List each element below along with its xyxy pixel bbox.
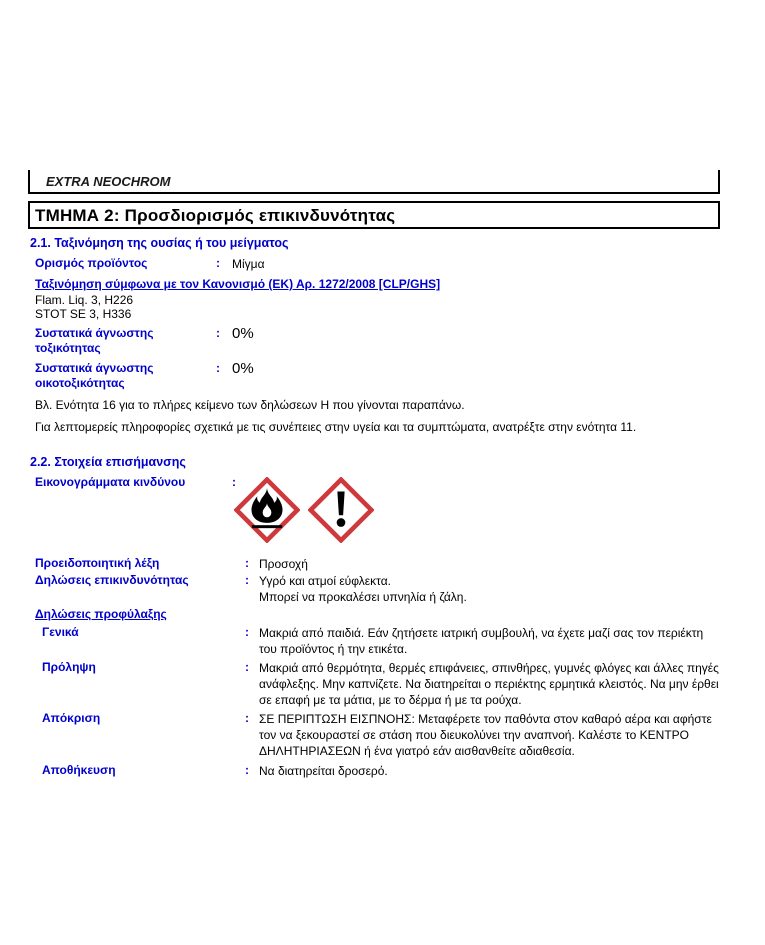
heading-2-2: 2.2. Στοιχεία επισήμανσης: [30, 455, 186, 469]
colon: :: [245, 763, 249, 777]
precaution-storage-value: Να διατηρείται δροσερό.: [259, 764, 388, 778]
colon: :: [216, 361, 220, 375]
product-definition-label: Ορισμός προϊόντος: [35, 256, 148, 270]
header-box: [28, 170, 720, 194]
exclamation-icon: [308, 477, 374, 543]
section-title: ΤΜΗΜΑ 2: Προσδιορισμός επικινδυνότητας: [35, 206, 396, 225]
unknown-toxicity-label: Συστατικά άγνωστης τοξικότητας: [35, 326, 154, 355]
precaution-general-value: Μακριά από παιδιά. Εάν ζητήσετε ιατρική συμβουλή, να έχετε μαζί σας τον περιέκτη του προϊόντος ή την ετικέτα.: [259, 626, 704, 656]
heading-2-1: 2.1. Ταξινόμηση της ουσίας ή του μείγματος: [30, 236, 289, 250]
unknown-toxicity-value: 0%: [232, 325, 254, 342]
precaution-general-label: Γενικά: [42, 625, 79, 639]
colon: :: [216, 326, 220, 340]
product-name: EXTRA NEOCHROM: [46, 174, 171, 189]
colon: :: [232, 475, 236, 489]
clp-classification-heading: Ταξινόμηση σύμφωνα με τον Κανονισμό (ΕΚ) Αρ. 1272/2008 [CLP/GHS]: [35, 277, 441, 291]
colon: :: [245, 556, 249, 570]
hazard-statements-label: Δηλώσεις επικινδυνότητας: [35, 573, 189, 587]
hazard-pictograms-label: Εικονογράμματα κινδύνου: [35, 475, 186, 489]
signal-word-label: Προειδοποιητική λέξη: [35, 556, 160, 570]
precaution-storage-label: Αποθήκευση: [42, 763, 116, 777]
classification-line: Flam. Liq. 3, H226: [35, 293, 134, 307]
unknown-ecotoxicity-value: 0%: [232, 360, 254, 377]
precaution-prevention-label: Πρόληψη: [42, 660, 96, 674]
colon: :: [245, 711, 249, 725]
precaution-response-label: Απόκριση: [42, 711, 101, 725]
precaution-heading: Δηλώσεις προφύλαξης: [35, 607, 167, 621]
unknown-ecotoxicity-label: Συστατικά άγνωστης οικοτοξικότητας: [35, 361, 154, 390]
hazard-statement-line: Υγρό και ατμοί εύφλεκτα.: [259, 574, 391, 588]
precaution-prevention-value: Μακριά από θερμότητα, θερμές επιφάνειες, σπινθήρες, γυμνές φλόγες και άλλες πηγές ανάφλεξης. Μην καπνίζετε. Να διατηρείται ο περιέκτης ερμητικά κλειστός. Να μην έρθει σε επαφή με τα μάτια, με το δέρμα ή με τα ρούχα.: [259, 661, 719, 707]
hazard-statement-line: Μπορεί να προκαλέσει υπνηλία ή ζάλη.: [259, 590, 467, 604]
colon: :: [216, 256, 220, 270]
note-section11: Για λεπτομερείς πληροφορίες σχετικά με τις συνέπειες στην υγεία και τα συμπτώματα, ανατρέξτε στην ενότητα 11.: [35, 420, 637, 434]
colon: :: [245, 660, 249, 674]
hazard-pictograms: [234, 477, 374, 543]
colon: :: [245, 625, 249, 639]
classification-line: STOT SE 3, H336: [35, 307, 132, 321]
signal-word-value: Προσοχή: [259, 557, 308, 571]
flame-icon: [234, 477, 300, 543]
note-section16: Βλ. Ενότητα 16 για το πλήρες κείμενο των δηλώσεων H που γίνονται παραπάνω.: [35, 398, 465, 412]
product-definition-value: Μίγμα: [232, 257, 265, 271]
hazard-statements-value: [259, 573, 721, 605]
colon: :: [245, 573, 249, 587]
precaution-response-value: ΣΕ ΠΕΡΙΠΤΩΣΗ ΕΙΣΠΝΟΗΣ: Μεταφέρετε τον παθόντα στον καθαρό αέρα και αφήστε τον να ξεκουραστεί σε στάση που διευκολύνει την αναπνοή. Καλέστε το ΚΕΝΤΡΟ ΔΗΛΗΤΗΡΙΑΣΕΩΝ ή ένα γιατρό εάν αισθανθείτε αδιαθεσία.: [259, 712, 712, 758]
section-title-box: [28, 201, 720, 229]
